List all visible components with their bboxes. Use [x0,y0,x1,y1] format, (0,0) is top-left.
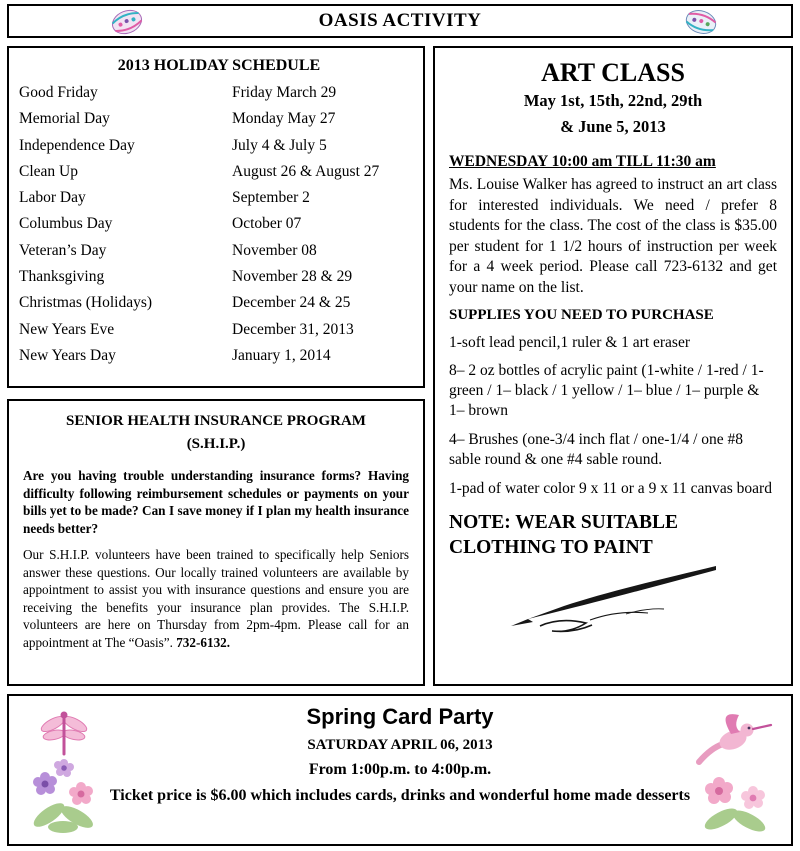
holiday-name: Memorial Day [19,110,110,128]
holiday-date: August 26 & August 27 [232,162,380,180]
holiday-row [19,290,419,316]
holiday-name: Christmas (Holidays) [19,294,153,312]
supply-item: 1-soft lead pencil,1 ruler & 1 art eraser [449,333,691,351]
holiday-date: October 07 [232,215,302,233]
supply-item: 8– 2 oz bottles of acrylic paint (1-white / 1-red / 1-green / 1– black / 1 yellow / 1– blue / 1– purple & 1– brown [449,362,764,420]
ship-intro-paragraph: Are you having trouble understanding insurance forms? Having difficulty following reimbursement schedules or payments on your bills yet to be made? Can I save money if I plan my health insurance needs better? [23,468,409,536]
holiday-date: December 24 & 25 [232,294,351,312]
holiday-date: Friday March 29 [232,84,337,101]
holiday-row [19,264,419,290]
holiday-date: December 31, 2013 [232,320,354,338]
art-class-dates-line2: & June 5, 2013 [560,117,666,136]
ship-subtitle: (S.H.I.P.) [186,436,246,452]
holiday-name: Columbus Day [19,215,113,233]
holiday-row [19,133,419,159]
holiday-name: Clean Up [19,162,78,180]
page-title: OASIS ACTIVITY [318,10,482,31]
ship-title: SENIOR HEALTH INSURANCE PROGRAM [66,413,366,429]
holiday-row [19,185,419,211]
ship-body-paragraph [23,546,409,651]
art-class-section [433,46,793,686]
holiday-row [19,159,419,185]
holiday-row [19,211,419,237]
easter-egg-icon [681,6,721,38]
holiday-name: Good Friday [19,84,98,101]
holiday-name: New Years Eve [19,320,115,338]
supply-item: 1-pad of water color 9 x 11 or a 9 x 11 canvas board [449,479,772,497]
supply-item: 4– Brushes (one-3/4 inch flat / one-1/4 / one #8 sable round & one #4 sable round. [449,430,744,468]
holiday-name: New Years Day [19,346,116,364]
art-class-description: Ms. Louise Walker has agreed to instruct an art class for interested individuals. We need / prefer 8 students for the class. The cost of the class is $35.00 per student for 1 1/2 hours of instruction per week for a 4 week period. Please call 723-6132 and get your name on the list. [449,176,777,297]
holiday-name: Independence Day [19,136,135,154]
party-title: Spring Card Party [306,704,494,729]
holiday-date: July 4 & July 5 [232,136,327,154]
supplies-title: SUPPLIES YOU NEED TO PURCHASE [449,306,714,323]
easter-egg-icon [107,6,147,38]
spring-card-party-section [7,694,793,846]
holiday-date: Monday May 27 [232,110,336,128]
party-ticket-info: Ticket price is $6.00 which includes cards, drinks and wonderful home made desserts [109,787,691,804]
flower-cluster-icon [681,757,785,842]
holiday-row [19,80,419,106]
holiday-date: November 28 & 29 [232,268,353,286]
main-columns [7,46,793,686]
holiday-schedule-title: 2013 HOLIDAY SCHEDULE [117,57,321,74]
paintbrush-illustration [449,562,777,639]
holiday-row [19,317,419,343]
ship-body-text: Our S.H.I.P. volunteers have been trained to specifically help Seniors answer these questions. Our locally trained volunteers are available by appointment to assist you with insurance questions and ensure you are receiving the benefits your insurance plan provides. The S.H.I.P. volunteers are here on Thursday from 2pm-4pm. Please call for an appointment at The “Oasis”. [23,547,409,650]
ship-phone-number: 732-6132. [176,634,231,650]
art-class-title: ART CLASS [541,58,685,87]
art-class-note: NOTE: WEAR SUITABLE CLOTHING TO PAINT [449,512,679,558]
party-time: From 1:00p.m. to 4:00p.m. [308,761,492,778]
holiday-name: Thanksgiving [19,268,105,286]
holiday-row [19,238,419,264]
holiday-name: Veteran’s Day [19,241,107,259]
left-column [7,46,425,686]
header [7,4,793,38]
holiday-date: January 1, 2014 [232,346,331,364]
art-class-schedule: WEDNESDAY 10:00 am TILL 11:30 am [449,153,716,170]
party-date: SATURDAY APRIL 06, 2013 [307,737,493,753]
holiday-row [19,106,419,132]
holiday-date: November 08 [232,241,317,259]
holiday-name: Labor Day [19,189,86,207]
ship-section [7,399,425,686]
holiday-date: September 2 [232,189,310,207]
holiday-row [19,343,419,369]
flower-cluster-icon [17,751,117,842]
holiday-schedule-section [7,46,425,388]
right-column [433,46,793,686]
art-class-dates-line1: May 1st, 15th, 22nd, 29th [523,91,703,110]
